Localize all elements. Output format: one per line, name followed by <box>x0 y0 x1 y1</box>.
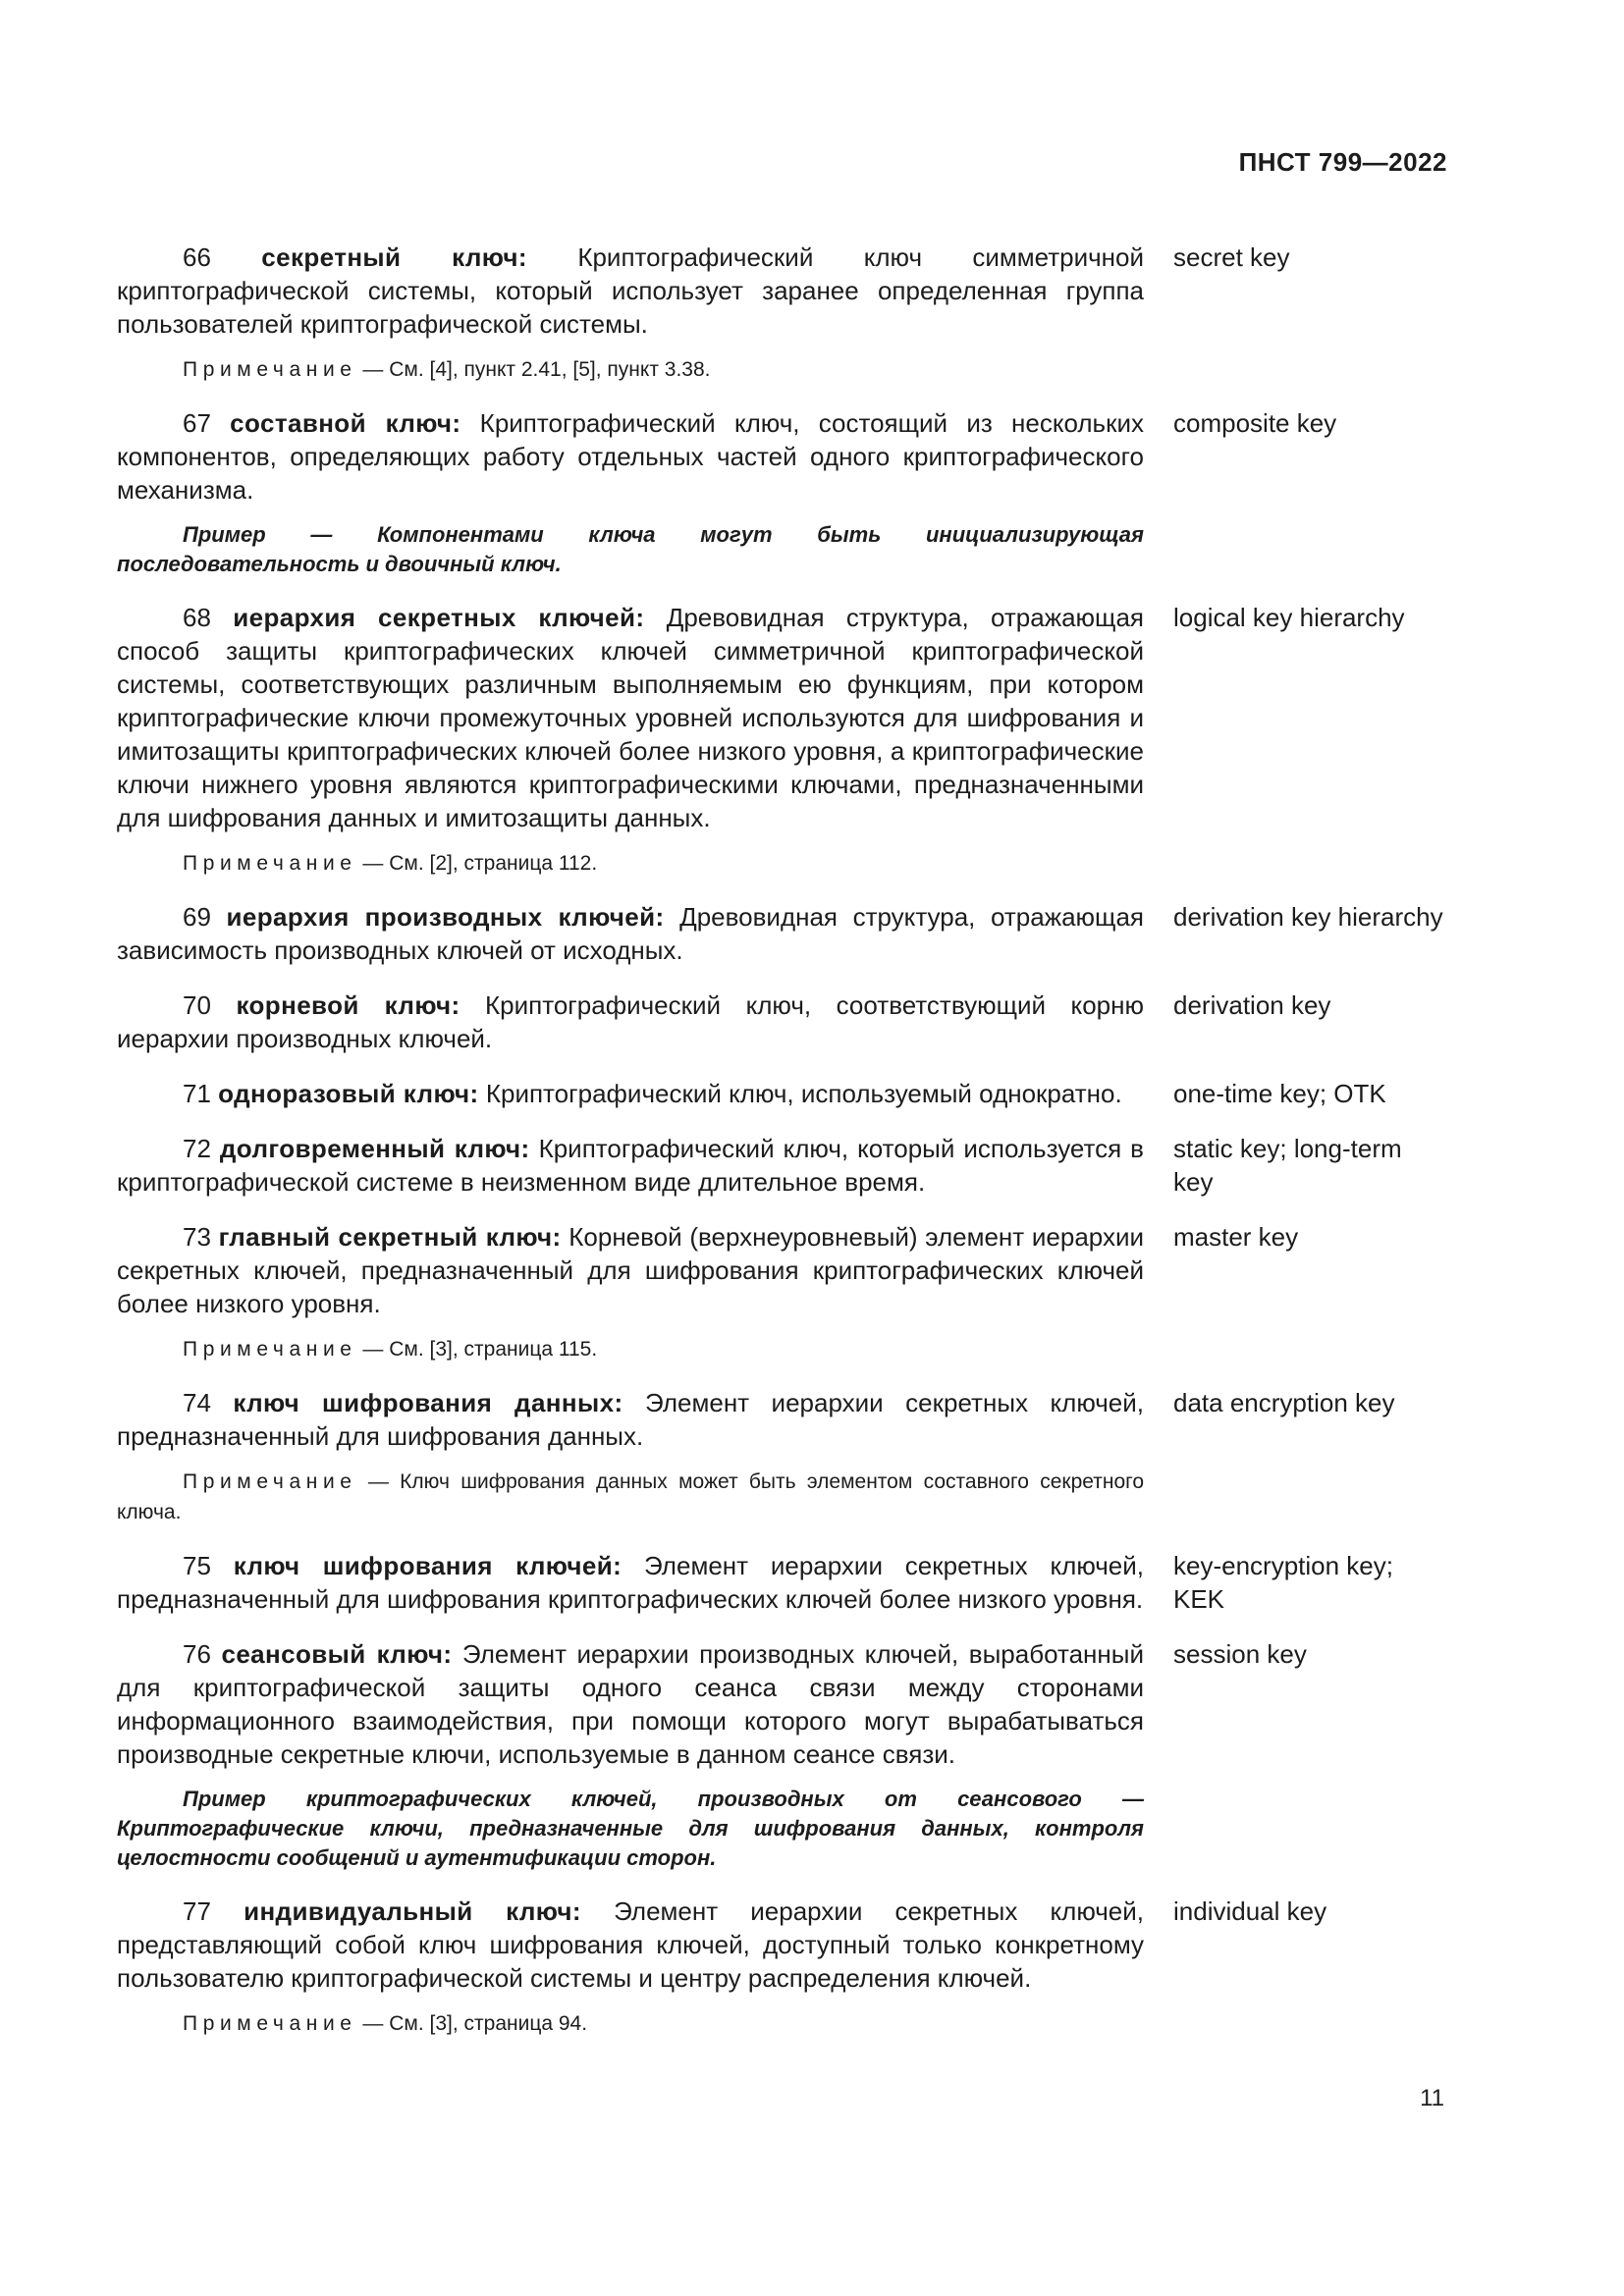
term-name: составной ключ: <box>230 408 461 438</box>
example: Пример криптографических ключей, производных от сеансового — Криптографические ключи, предназначенные для шифрования данных, контроля целостности сообщений и аутентификации сторон. <box>117 1787 1144 1870</box>
term-name: главный секретный ключ: <box>218 1222 562 1252</box>
term-english: secret key <box>1173 242 1290 272</box>
note: Примечание — См. [2], страница 112. <box>183 852 598 875</box>
term-english: derivation key hierarchy <box>1173 902 1443 932</box>
term-english: derivation key <box>1173 990 1331 1020</box>
term-english: composite key <box>1173 408 1337 438</box>
term-name: одноразовый ключ: <box>218 1079 479 1108</box>
term-entry <box>117 988 1452 1055</box>
term-english: static key; long-term key <box>1173 1134 1402 1197</box>
note: Примечание — См. [3], страница 94. <box>183 2012 588 2035</box>
term-name: ключ шифрования ключей: <box>233 1551 623 1580</box>
term-definition: 71 одноразовый ключ: Криптографический ключ, используемый однократно. <box>183 1079 1122 1108</box>
term-entry <box>117 406 1452 507</box>
note: Примечание — Ключ шифрования данных может быть элементом составного секретного ключа. <box>117 1470 1144 1523</box>
term-entry <box>117 1549 1452 1616</box>
term-english: one-time key; OTK <box>1173 1079 1386 1108</box>
term-name: иерархия секретных ключей: <box>233 603 645 632</box>
term-definition: 72 долговременный ключ: Криптографический ключ, который используется в криптографической системе в неизменном виде длительное время. <box>117 1134 1144 1197</box>
term-name: корневой ключ: <box>236 990 460 1020</box>
term-english: logical key hierarchy <box>1173 603 1405 632</box>
term-definition: 69 иерархия производных ключей: Древовидная структура, отражающая зависимость производных ключей от исходных. <box>117 902 1144 965</box>
term-definition: 66 секретный ключ: Криптографический ключ симметричной криптографической системы, который использует заранее определенная группа пользователей криптографической системы. <box>117 242 1144 339</box>
term-name: ключ шифрования данных: <box>233 1388 623 1417</box>
term-definition: 77 индивидуальный ключ: Элемент иерархии секретных ключей, представляющий собой ключ шифрования ключей, доступный только конкретному пользователю криптографической системы и центру распределения ключей. <box>117 1896 1144 1993</box>
term-definition: 74 ключ шифрования данных: Элемент иерархии секретных ключей, предназначенный для шифрования данных. <box>117 1388 1144 1451</box>
document-header: ПНСТ 799—2022 <box>1238 147 1447 177</box>
term-entry <box>117 601 1452 834</box>
term-english: data encryption key <box>1173 1388 1395 1417</box>
term-definition: 73 главный секретный ключ: Корневой (верхнеуровневый) элемент иерархии секретных ключей, предназначенный для шифрования криптографических ключей более низкого уровня. <box>117 1222 1144 1318</box>
term-entry <box>117 1220 1452 1320</box>
term-english: key-encryption key; KEK <box>1173 1551 1393 1614</box>
term-definition: 76 сеансовый ключ: Элемент иерархии производных ключей, выработанный для криптографической защиты одного сеанса связи между сторонами информационного взаимодействия, при помощи которого могут вырабатываться производные секретные ключи, используемые в данном сеансе связи. <box>117 1639 1144 1769</box>
note: Примечание — См. [4], пункт 2.41, [5], пункт 3.38. <box>183 358 711 381</box>
term-name: иерархия производных ключей: <box>226 902 665 932</box>
term-definition: 75 ключ шифрования ключей: Элемент иерархии секретных ключей, предназначенный для шифрования криптографических ключей более низкого уровня. <box>117 1551 1145 1614</box>
term-entry <box>117 1132 1452 1199</box>
term-name: сеансовый ключ: <box>221 1639 453 1669</box>
term-entry <box>117 1077 1452 1110</box>
term-name: долговременный ключ: <box>219 1134 530 1163</box>
note: Примечание — См. [3], страница 115. <box>183 1338 598 1361</box>
term-english: master key <box>1173 1222 1299 1252</box>
page-number: 11 <box>1420 2085 1444 2111</box>
term-entry <box>117 1895 1452 1995</box>
terms-list <box>117 240 1452 2039</box>
term-name: индивидуальный ключ: <box>244 1896 581 1926</box>
term-definition: 68 иерархия секретных ключей: Древовидная структура, отражающая способ защиты криптографических ключей симметричной криптографической системы, соответствующих различным выполняемым ею функциям, при котором криптографические ключи промежуточных уровней используются для шифрования и имитозащиты криптографических ключей более низкого уровня, а криптографические ключи нижнего уровня являются криптографическими ключами, предназначенными для шифрования данных и имитозащиты данных. <box>117 603 1144 832</box>
term-definition: 67 составной ключ: Криптографический ключ, состоящий из нескольких компонентов, определяющих работу отдельных частей одного криптографического механизма. <box>117 408 1144 505</box>
term-entry <box>117 240 1452 341</box>
term-entry <box>117 1637 1452 1771</box>
term-definition: 70 корневой ключ: Криптографический ключ, соответствующий корню иерархии производных ключей. <box>117 990 1144 1053</box>
example: Пример — Компонентами ключа могут быть инициализирующая последовательность и двоичный ключ. <box>117 522 1144 576</box>
term-entry <box>117 1386 1452 1453</box>
term-english: individual key <box>1173 1896 1327 1926</box>
term-entry <box>117 900 1452 967</box>
term-name: секретный ключ: <box>261 242 527 272</box>
term-english: session key <box>1173 1639 1307 1669</box>
